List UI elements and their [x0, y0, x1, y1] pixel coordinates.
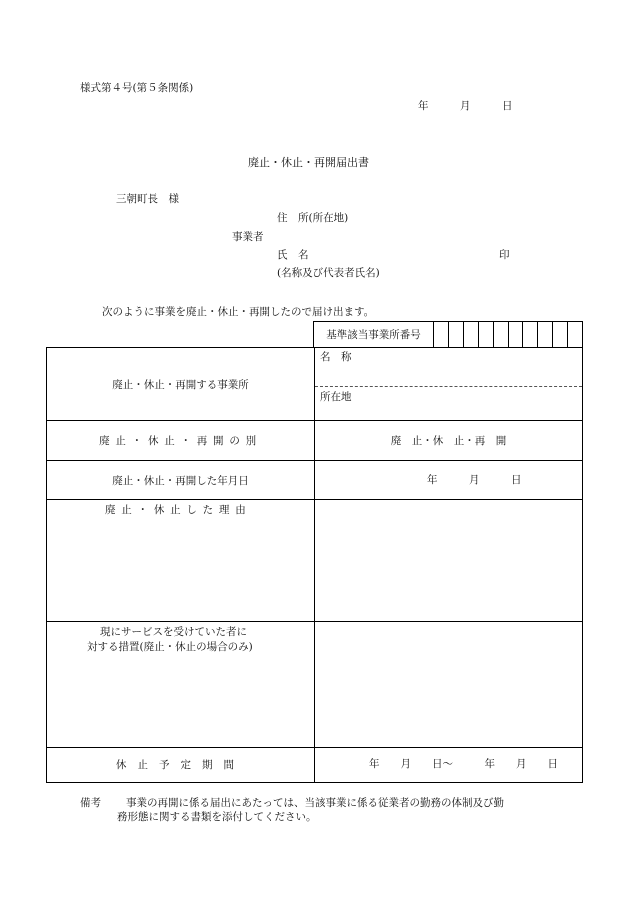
- submission-date: 年 月 日: [418, 100, 513, 112]
- office-code-cell[interactable]: [568, 322, 582, 347]
- period-value-cell: [315, 748, 582, 781]
- seal-mark: 印: [499, 249, 510, 261]
- name-note: (名称及び代表者氏名): [277, 267, 380, 279]
- office-code-cell[interactable]: [464, 322, 479, 347]
- name-label: 氏 名: [277, 249, 309, 261]
- measures-input[interactable]: [315, 622, 582, 747]
- period-label: 休止予定期間: [115, 759, 246, 771]
- office-code-cell[interactable]: [449, 322, 464, 347]
- type-label: 廃止・休止・再開の別: [99, 435, 262, 447]
- reason-label: 廃止・休止した理由: [105, 504, 252, 516]
- office-fields: [315, 348, 582, 420]
- period-value: 年 月 日～ 年 月 日: [369, 758, 558, 770]
- operator-label: 事業者: [232, 231, 264, 243]
- date-value: 年 月 日: [427, 474, 522, 486]
- period-row: [47, 748, 582, 781]
- form-number: 様式第４号(第５条関係): [80, 82, 194, 94]
- measures-row: [47, 622, 582, 748]
- date-value-cell: [315, 461, 582, 499]
- office-code-cell[interactable]: [509, 322, 524, 347]
- type-row: [47, 421, 582, 461]
- addressee: 三朝町長 様: [116, 193, 179, 205]
- office-code-cell[interactable]: [523, 322, 538, 347]
- office-code-cell[interactable]: [553, 322, 568, 347]
- main-table: [46, 347, 583, 783]
- office-code-cell[interactable]: [479, 322, 494, 347]
- date-row: [47, 461, 582, 500]
- period-label-cell: [47, 748, 314, 781]
- office-label: 廃止・休止・再開する事業所: [112, 378, 249, 391]
- measures-label-line1: 現にサービスを受けていた者に: [100, 626, 247, 638]
- office-dashed-divider: [315, 386, 582, 387]
- remarks-line1: 事業の再開に係る届出にあたっては、当該事業に係る従業者の勤務の体制及び勤: [126, 797, 504, 809]
- office-code-label: 基準該当事業所番号: [314, 322, 434, 347]
- office-address-label: 所在地: [320, 391, 352, 403]
- office-row: [47, 348, 582, 421]
- office-code-cell[interactable]: [434, 322, 449, 347]
- reason-input[interactable]: [315, 500, 582, 621]
- office-name-label: 名 称: [320, 351, 352, 363]
- measures-label-cell: [47, 622, 314, 747]
- type-value: 廃 止・休 止・再 開: [390, 435, 507, 447]
- office-code-cell[interactable]: [538, 322, 553, 347]
- office-code-cell[interactable]: [494, 322, 509, 347]
- date-label: 廃止・休止・再開した年月日: [112, 474, 249, 487]
- reason-row: [47, 500, 582, 622]
- office-code-row: [313, 321, 583, 347]
- reason-label-cell: [47, 500, 314, 621]
- intro-text: 次のように事業を廃止・休止・再開したので届け出ます。: [102, 306, 375, 318]
- remarks-line2: 務形態に関する書類を添付してください。: [117, 811, 317, 823]
- measures-label-line2: 対する措置(廃止・休止の場合のみ): [87, 641, 253, 653]
- remarks-label: 備考: [80, 797, 101, 809]
- address-label: 住 所(所在地): [277, 212, 349, 224]
- document-title: 廃止・休止・再開届出書: [248, 156, 369, 169]
